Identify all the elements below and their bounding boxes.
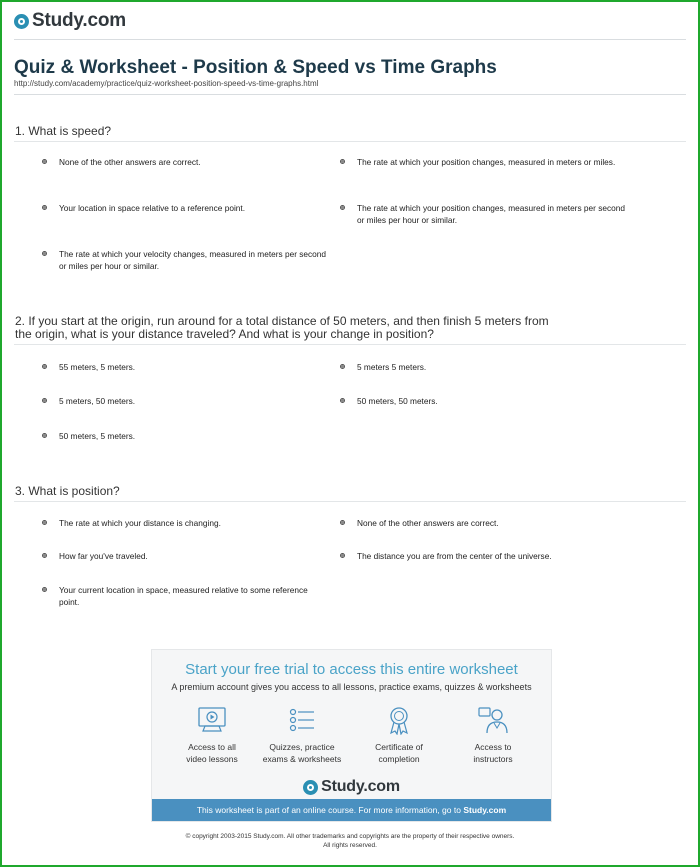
radio-q2-c[interactable] bbox=[42, 398, 47, 403]
radio-q1-d[interactable] bbox=[340, 205, 345, 210]
copyright-line-2: All rights reserved. bbox=[323, 842, 377, 849]
instructor-icon bbox=[477, 705, 509, 735]
option-q1-e: The rate at which your velocity changes, measured in meters per second or miles per hour or similar. bbox=[59, 249, 327, 271]
study-logo[interactable] bbox=[14, 10, 126, 32]
radio-q3-d[interactable] bbox=[340, 553, 345, 558]
question-divider bbox=[14, 344, 686, 345]
title-divider bbox=[14, 94, 686, 95]
radio-q1-b[interactable] bbox=[340, 159, 345, 164]
feature-label-1: Access to all bbox=[188, 742, 236, 752]
feature-certificate bbox=[354, 705, 444, 765]
feature-label-2: Quizzes, practice bbox=[269, 742, 335, 752]
course-info-bar bbox=[152, 799, 551, 821]
copyright bbox=[2, 832, 698, 850]
radio-q3-e[interactable] bbox=[42, 587, 47, 592]
free-trial-promo bbox=[151, 649, 552, 822]
option-q3-e: Your current location in space, measured relative to some reference point. bbox=[59, 585, 308, 607]
radio-q3-b[interactable] bbox=[340, 520, 345, 525]
feature-label-2b: exams & worksheets bbox=[262, 754, 342, 764]
radio-q3-c[interactable] bbox=[42, 553, 47, 558]
question-3: 3. What is position? bbox=[15, 484, 120, 498]
study-com-link[interactable]: Study.com bbox=[463, 805, 507, 815]
certificate-icon bbox=[383, 705, 415, 735]
option-q1-d: The rate at which your position changes, measured in meters per second or miles per hour or similar. bbox=[357, 203, 625, 225]
course-info-text: This worksheet is part of an online course. For more information, go to bbox=[196, 805, 461, 815]
option-q2-e: 50 meters, 5 meters. bbox=[59, 431, 136, 441]
promo-title[interactable]: Start your free trial to access this entire worksheet bbox=[185, 661, 518, 678]
question-divider bbox=[14, 141, 686, 142]
option-q1-a: None of the other answers are correct. bbox=[59, 157, 201, 167]
copyright-line-1: © copyright 2003-2015 Study.com. All other trademarks and copyrights are the property of their respective owners. bbox=[185, 833, 515, 840]
option-q2-d: 50 meters, 50 meters. bbox=[357, 396, 438, 406]
option-q3-a: The rate at which your distance is changing. bbox=[59, 518, 221, 528]
feature-instructors bbox=[448, 705, 538, 765]
logo-text: Study.com bbox=[32, 10, 126, 31]
feature-label-3b: completion bbox=[378, 754, 420, 764]
study-logo-icon bbox=[303, 780, 318, 795]
header-divider bbox=[14, 39, 686, 40]
radio-q2-a[interactable] bbox=[42, 364, 47, 369]
radio-q3-a[interactable] bbox=[42, 520, 47, 525]
page-title: Quiz & Worksheet - Position & Speed vs Time Graphs bbox=[14, 57, 497, 78]
feature-video-lessons bbox=[167, 705, 257, 765]
radio-q2-b[interactable] bbox=[340, 364, 345, 369]
option-q2-a: 55 meters, 5 meters. bbox=[59, 362, 136, 372]
option-q1-b: The rate at which your position changes, measured in meters or miles. bbox=[357, 157, 616, 167]
option-q2-c: 5 meters, 50 meters. bbox=[59, 396, 136, 406]
radio-q2-e[interactable] bbox=[42, 433, 47, 438]
feature-quizzes bbox=[257, 705, 347, 765]
promo-logo-text: Study.com bbox=[321, 778, 400, 795]
question-1: 1. What is speed? bbox=[15, 124, 112, 138]
option-q3-b: None of the other answers are correct. bbox=[357, 518, 499, 528]
promo-subtitle: A premium account gives you access to all lessons, practice exams, quizzes & worksheets bbox=[171, 682, 532, 692]
radio-q1-a[interactable] bbox=[42, 159, 47, 164]
radio-q2-d[interactable] bbox=[340, 398, 345, 403]
option-q3-d: The distance you are from the center of the universe. bbox=[357, 551, 552, 561]
feature-label-1b: video lessons bbox=[186, 754, 238, 764]
feature-label-3: Certificate of bbox=[375, 742, 423, 752]
option-q2-b: 5 meters 5 meters. bbox=[357, 362, 427, 372]
option-q3-c: How far you've traveled. bbox=[59, 551, 148, 561]
question-2-line-1: 2. If you start at the origin, run around for a total distance of 50 meters, and then finish 5 meters from bbox=[15, 314, 549, 328]
question-divider bbox=[14, 501, 686, 502]
video-lesson-icon bbox=[196, 705, 228, 735]
feature-label-4b: instructors bbox=[473, 754, 513, 764]
list-icon bbox=[286, 705, 318, 735]
study-logo-icon bbox=[14, 14, 29, 29]
promo-study-logo[interactable] bbox=[152, 778, 551, 796]
radio-q1-e[interactable] bbox=[42, 251, 47, 256]
question-2-line-2: the origin, what is your distance traveled? And what is your change in position? bbox=[15, 327, 434, 341]
feature-label-4: Access to bbox=[474, 742, 512, 752]
option-q1-c: Your location in space relative to a reference point. bbox=[59, 203, 246, 213]
page-url: http://study.com/academy/practice/quiz-worksheet-position-speed-vs-time-graphs.html bbox=[14, 79, 319, 88]
radio-q1-c[interactable] bbox=[42, 205, 47, 210]
